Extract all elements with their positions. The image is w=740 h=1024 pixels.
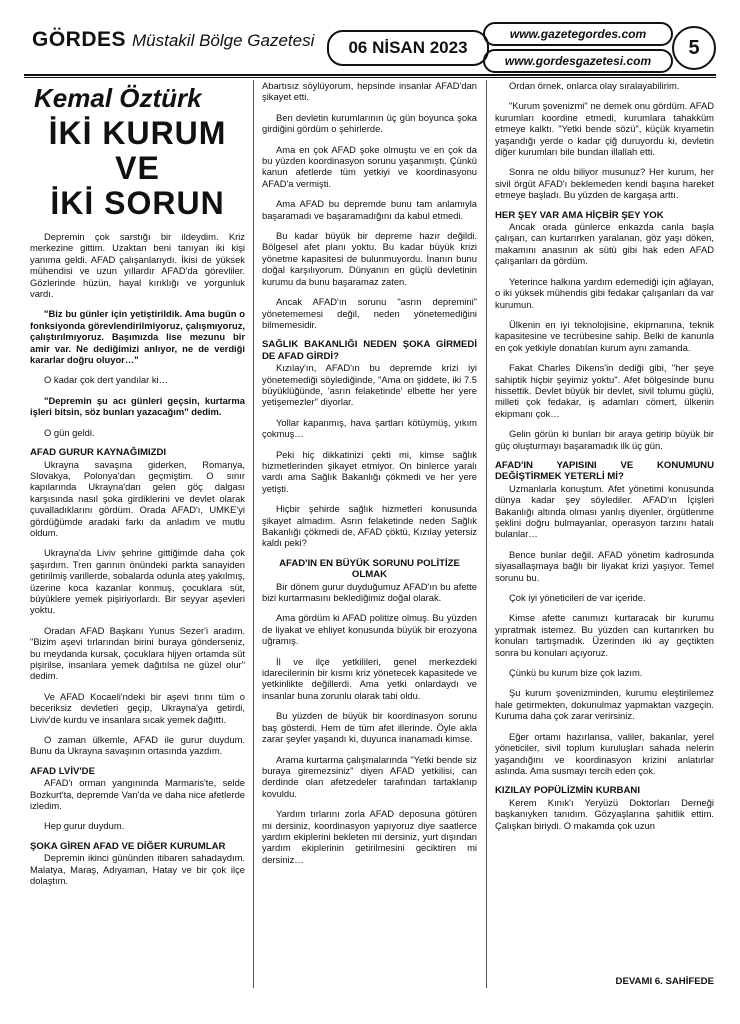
paragraph: O gün geldi. <box>44 426 95 438</box>
paragraph: Fakat Charles Dikens'in dediği gibi, "her şeye sahiptik hiçbir şeyimiz yoktu". Afet bölgesinde bunu hissettik. Devlet büyük bir devlet, sivil tolumu güçlü, milleti çok fedakar, iş adamları cömert, ülkenin ekipmanı çok… <box>495 362 714 419</box>
section-heading: HER ŞEY VAR AMA HİÇBİR ŞEY YOK <box>495 209 664 221</box>
paragraph: Uzmanlarla konuştum. Afet yönetimi konusunda dünya kadar şey söylediler. AFAD'ın İçişleri Bakanlığı altında olması yanlış diyenler, örgütlenme şeklini doğru bulmayanlar, operasyon tarzını hatalı bulanlar… <box>495 482 714 540</box>
section-heading: ŞOKA GİREN AFAD VE DİĞER KURUMLAR <box>30 840 226 852</box>
header-divider <box>24 74 716 76</box>
article-headline <box>30 116 245 221</box>
paragraph: Peki hiç dikkatinizi çekti mi, kimse sağlık hizmetlerinden şikayet etmiyor. On binlerce yaralı vardı ama Sağlık Bakanlığı çökmedi ve her yere yetişti. <box>262 448 477 494</box>
paragraph: "Kurum şovenizmi" ne demek onu gördüm. AFAD kurumları koordine etmedi, kurumlara tahakküm etmeye kalktı. "Yetki bende sözü", küçük kıyametin yaşandığı yerde o kadar çiğ duruyordu ki, devletin diğer kurumları bile bundan illallah etti. <box>495 100 714 158</box>
paragraph: Kerem Kınık'ı Yeryüzü Doktorları Derneği başkanıyken tanıdım. Gözyaşlarına şahitlik ettim. Çalışkan biriydi. O makamda çok uzun <box>495 796 714 831</box>
headline-line-1: İKİ KURUM <box>48 115 227 151</box>
page-number: 5 <box>672 26 716 70</box>
section-heading: SAĞLIK BAKANLIĞI NEDEN ŞOKA GİRMEDİ DE AFAD GİRDİ? <box>262 339 477 362</box>
paragraph: Ama AFAD bu depremde bunu tam anlamıyla başaramadı ve başaramadığını da kabul etmedi. <box>262 198 477 221</box>
column-1 <box>30 80 245 896</box>
paragraph: Bu kadar büyük bir depreme hazır değildi. Bölgesel afet planı yoktu. Bu kadar büyük krizi yönetme kapasitesi de bulunmuyordu. İnanın bunu doğal karşılıyorum. Dünyanın en güçlü devletinin kurumu da bunu başaramaz zaten. <box>262 230 477 287</box>
paragraph: Bu yüzden de büyük bir koordinasyon sorunu baş gösterdi. Hem de tüm afet illerinde. Öyle akla zarar şeyler yaşandı ki, duyunca inanamadı kimse. <box>262 710 477 745</box>
column-3 <box>495 80 714 840</box>
paragraph: Depremin ikinci gününden itibaren sahadaydım. Malatya, Maraş, Adıyaman, Hatay ve bir çok ilçe dolaştım. <box>30 852 245 887</box>
section-heading: KIZILAY POPÜLİZMİN KURBANI <box>495 785 640 797</box>
paragraph: Abartısız söylüyorum, hepsinde insanlar AFAD'dan şikayet etti. <box>262 80 477 103</box>
column-divider-1 <box>253 80 254 988</box>
paragraph: Sonra ne oldu biliyor musunuz? Her kurum, her sivil örgüt AFAD'ı beklemeden kendi başına hareket etmeye başladı. Bu yüzden de kargaşa arttı. <box>495 166 714 201</box>
paragraph: Arama kurtarma çalışmalarında "Yetki bende siz buraya giremezsiniz" diyen AFAD yetkilisi, can derdinde olan afetzedeler tarafından tartaklanıp kovuldu. <box>262 753 477 799</box>
paragraph: Ama en çok AFAD şoke olmuştu ve en çok da bu yüzden koordinasyon sorunu yaşanmıştı. Çünkü kanun afetlerde tüm yetkiyi ve koordinasyonu AFAD'a vermişti. <box>262 143 477 189</box>
column-3-body <box>495 80 714 831</box>
section-heading: AFAD GURUR KAYNAĞIMIZDI <box>30 447 167 459</box>
section-heading: AFAD LVİV'DE <box>30 765 96 777</box>
paragraph: Yardım tırlarını zorla AFAD deposuna götüren mi dersiniz, koordinasyon yapıyoruz diye saatlerce yardım ekiplerini bekleten mi dersiniz, yurt dışından yardım ekiplerinin getirilmesini geciktiren mi dersiniz… <box>262 808 477 865</box>
paragraph: İl ve ilçe yetkilileri, genel merkezdeki idarecilerinin bir kısmı kriz yönetecek kapasitede ve yetkinlikte değillerdi. Ama yetki onlardaydı ve insanlar buna zorunlu olarak tabi oldu. <box>262 655 477 701</box>
section-heading: AFAD'IN EN BÜYÜK SORUNU POLİTİZE OLMAK <box>279 557 460 581</box>
author-name: Kemal Öztürk <box>34 83 202 113</box>
paragraph: O zaman ülkemle, AFAD ile gurur duydum. Bunu da Ukrayna savaşının ortasında yazdım. <box>30 734 245 757</box>
paragraph: "Depremin şu acı günleri geçsin, kurtarma işleri bitsin, söz bunları yazacağım" dedim. <box>30 394 245 418</box>
paragraph: Hep gurur duydum. <box>44 820 125 832</box>
headline-line-3: İKİ SORUN <box>50 185 225 221</box>
issue-date: 06 NİSAN 2023 <box>327 30 489 66</box>
website-links <box>483 22 673 76</box>
website-link-1[interactable]: www.gazetegordes.com <box>483 22 673 46</box>
paragraph: Yollar kapanmış, hava şartları kötüymüş, yıkım çokmuş… <box>262 416 477 440</box>
paragraph: O kadar çok dert yandılar ki… <box>44 374 169 386</box>
headline-line-2: VE <box>115 150 160 186</box>
paragraph: Hiçbir şehirde sağlık hizmetleri konusunda şikayet almadım. Asrın felaketinde neden Sağlık Bakanlığı çökmedi de, AFAD çöktü, Kızılay yetersiz kaldı peki? <box>262 503 477 549</box>
paragraph: Kimse afette canımızı kurtaracak bir kurumu yıpratmak istemez. Bu yüzden can kurtarırken bu konuları tartışmadık. Üzerinden iki ay geçtikten sonra bu konuları açıyoruz. <box>495 612 714 658</box>
paragraph: Şu kurum şovenizminden, kurumu eleştirilemez hale getirmekten, dokunulmaz yapmaktan vazgeçin. Kuruma daha çok zarar verirsiniz. <box>495 687 714 722</box>
paragraph: Ülkenin en iyi teknolojisine, ekipmanına, teknik kapasitesine ve tecrübesine sahip. Belki de kanunla en çok yetkiyle donatılan kurum aynı zamanda. <box>495 318 714 353</box>
paragraph: Ukrayna savaşına giderken, Romanya, Slovakya, Polonya'dan geçmiştim. O sınır kapılarında Ukrayna'dan gelen göç dalgası karşısında nasıl şoka girdiklerini ve devlet olarak çuvalladıklarını gördüm. Orada AFAD'ı, UMKE'yi gördüğümde aradaki farkı da anladım ve mutlu oldum. <box>30 458 245 538</box>
header-divider-thin <box>24 77 716 78</box>
paragraph: AFAD'ı orman yangınında Marmaris'te, selde Bozkurt'ta, depremde Van'da ve daha nice afetlerde izledim. <box>30 777 245 812</box>
column-2-body <box>262 80 477 865</box>
paragraph: Çok iyi yöneticileri de var içeride. <box>509 592 646 604</box>
paragraph: Oradan AFAD Başkanı Yunus Sezer'i aradım. "Bizim aşevi tırlarından birini buraya gönderseniz, bu meydanda kursak, çocuklara hijyen ortamda süt pişirilse, insanlara yemek dağıtılsa ne güzel olur" dedim. <box>30 624 245 682</box>
paragraph: Gelin görün ki bunları bir araya getirip büyük bir güç oluşturmayı başaramadık ilk üç gün. <box>495 428 714 451</box>
masthead <box>24 22 716 72</box>
paragraph: Ordan örnek, onlarca olay sıralayabilirim. <box>509 80 680 91</box>
website-link-2[interactable]: www.gordesgazetesi.com <box>483 49 673 73</box>
paragraph: Çünkü bu kurum bize çok lazım. <box>509 667 643 679</box>
paragraph: Ancak AFAD'ın sorunu "asrın depremini" yönetememesi değil, neden yönetemediğini bilmemesidir. <box>262 296 477 330</box>
column-1-body <box>30 231 245 887</box>
brand-name: GÖRDES <box>32 28 127 51</box>
paragraph: Eğer ortamı hazırlansa, valiler, bakanlar, yerel yöneticiler, sivil toplum kuruluşları sahada nelerin yaşandığını ve koordinasyon krizini anlatırlar aslında. Ama susmayı tercih eden çok. <box>495 730 714 776</box>
paragraph: Ben devletin kurumlarının üç gün boyunca şoka girdiğini gördüm o şehirlerde. <box>262 111 477 135</box>
paragraph: Ve AFAD Kocaeli'ndeki bir aşevi tırını tüm o beceriksiz devletleri geçip, Ukrayna'ya getirdi, Liviv'de kurdu ve insanlara sıcak yemek dağıttı. <box>30 690 245 725</box>
column-divider-2 <box>486 80 487 988</box>
paragraph: Bence bunlar değil. AFAD yönetim kadrosunda siyasallaşmaya bağlı bir liyakat krizi yaşıyor. Temel sorunu bu. <box>495 548 714 583</box>
paragraph: "Biz bu günler için yetiştirildik. Ama bugün o fonksiyonda görevlendirilmiyoruz, çalışmıyoruz, çalıştırılmıyoruz. Başımızda lise mezunu bir amir var. Ne dediğimizi anlıyor, ne de verdiği kararlar doğru oluyor…" <box>30 308 245 366</box>
paragraph: Ama gördüm ki AFAD politize olmuş. Bu yüzden de liyakat ve ehliyet konusunda büyük bir erozyona uğramış. <box>262 612 477 647</box>
paragraph: Ancak orada günlerce enkazda canla başla çalışan, can kurtarırken yaralanan, göz yaşı döken, makamını anasının ak sütü gibi hak eden AFAD çalışanları da gördüm. <box>495 221 714 267</box>
paragraph: Kızılay'ın, AFAD'ın bu depremde krizi iyi yönetemediği söylediğinde, "Ama on şiddete, iki 7.5 büyüklüğünde, 'asrın felaketinde' elbette her yere yetişemezler" diyorlar. <box>262 362 477 408</box>
section-heading: AFAD'IN YAPISINI VE KONUMUNU DEĞİŞTİRMEK YETERLİ Mİ? <box>495 459 714 483</box>
paragraph: Bir dönem gurur duyduğumuz AFAD'ın bu afette bizi kurtarmasını beklediğimiz doğal olarak. <box>262 580 477 604</box>
continued-note: DEVAMI 6. SAHİFEDE <box>615 976 714 987</box>
paragraph: Depremin çok sarstığı bir ildeydim. Kriz merkezine gittim. Uzaktan beni tanıyan iki kişi yanıma geldi. AFAD çalışanlarıydı. İkisi de yüksek mühendisi ve uzun yıllardır AFAD'da görevliler. Gözlerinde hüzün, hayal kırıklığı ve yorgunluk vardı. <box>30 231 245 300</box>
brand-tagline: Müstakil Bölge Gazetesi <box>132 31 315 50</box>
column-2 <box>262 80 477 874</box>
paragraph: Yeterince halkına yardım edemediği için ağlayan, o iki yüksek mühendis gibi fedakar çalışanları da var kurumun. <box>495 275 714 310</box>
newspaper-logo <box>32 28 314 52</box>
paragraph: Ukrayna'da Liviv şehrine gittiğimde daha çok şaşırdım. Tren garının önündeki parkta sanayiden getirilmiş varillerde, sobalarda odunla ateş yakılmış, üzerine koca kazanlar konmuş, çocuklara süt, büyüklere yemek pişiriyorlardı. Bir seyyar aşevleri yoktu. <box>30 547 245 616</box>
